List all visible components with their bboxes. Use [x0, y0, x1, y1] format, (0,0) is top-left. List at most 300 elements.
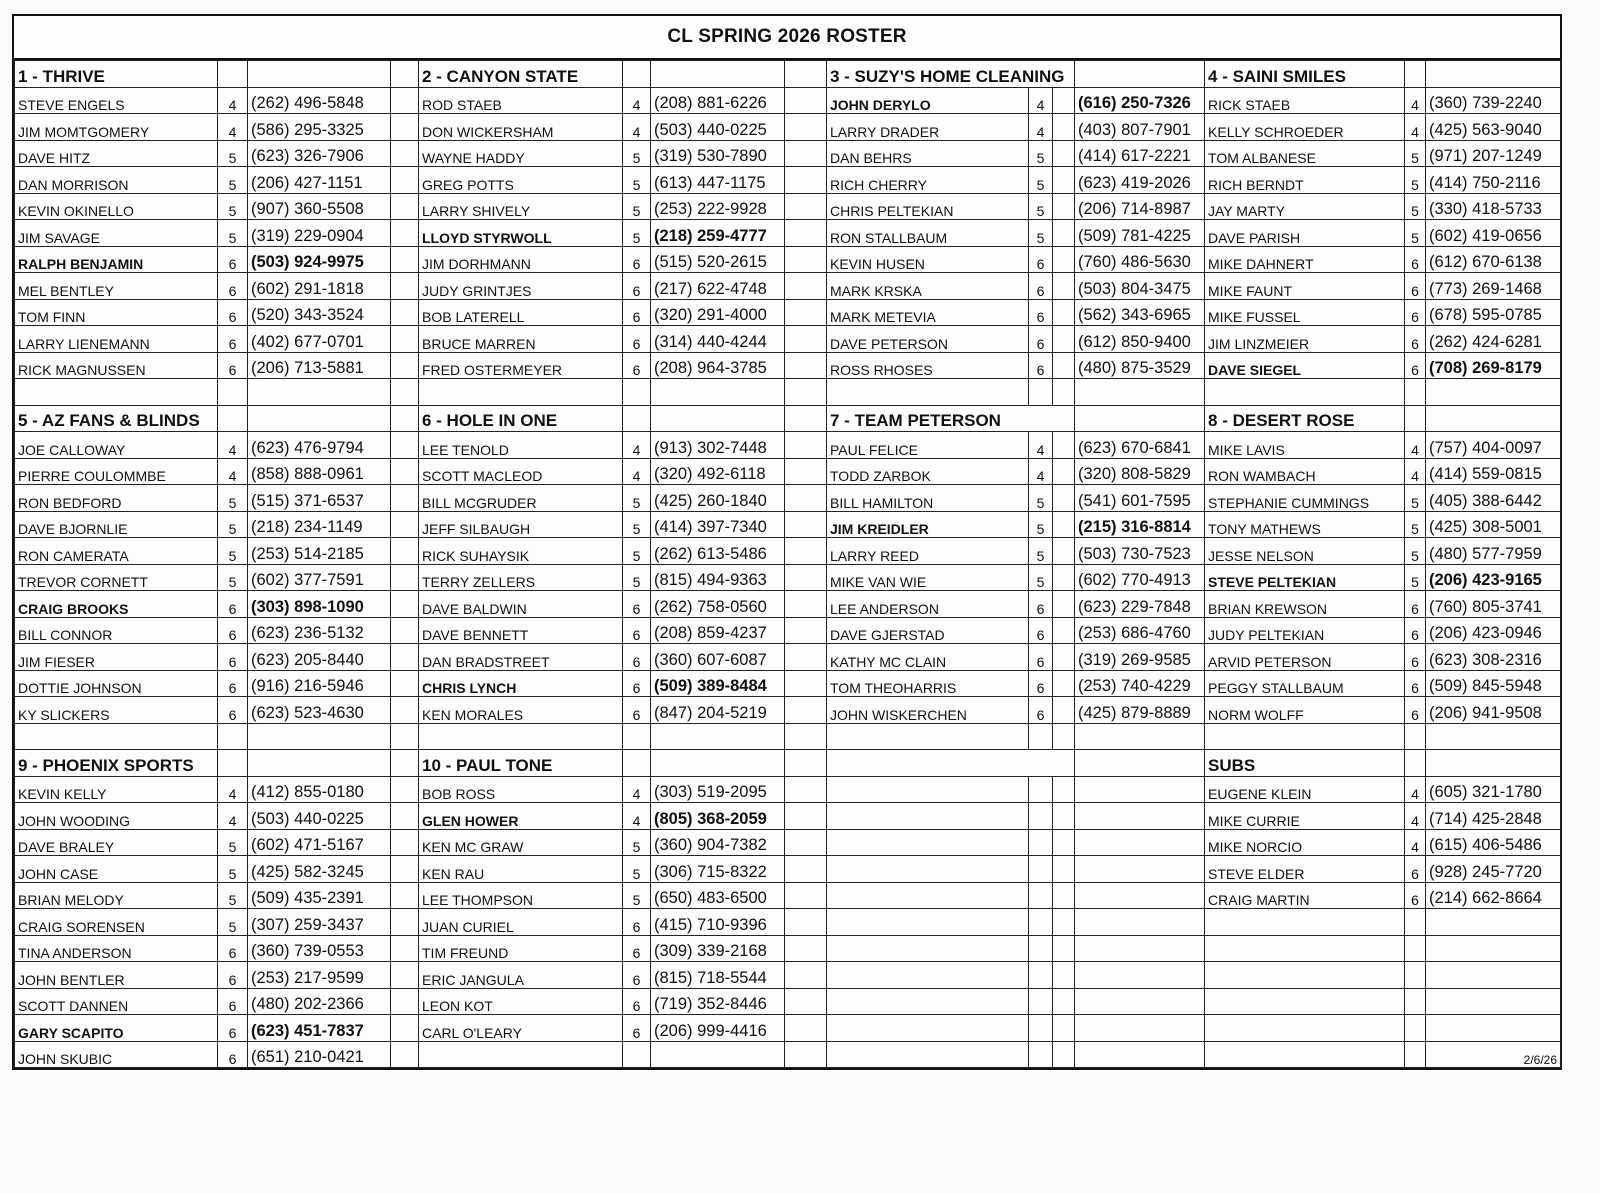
player-name: DAVE SIEGEL	[1205, 352, 1405, 379]
player-name: JOHN WOODING	[15, 803, 218, 830]
spacer-cell	[391, 193, 419, 220]
player-phone: (623) 236-5132	[248, 617, 391, 644]
player-row	[15, 87, 1561, 114]
player-name: KEVIN OKINELLO	[15, 193, 218, 220]
spacer-cell	[785, 87, 827, 114]
player-rank	[1029, 909, 1053, 936]
player-rank: 4	[1405, 803, 1426, 830]
player-name: DAVE BALDWIN	[419, 591, 623, 618]
spacer-cell	[785, 352, 827, 379]
player-name: WAYNE HADDY	[419, 140, 623, 167]
player-phone: (605) 321-1780	[1426, 776, 1561, 803]
player-name: STEVE PELTEKIAN	[1205, 564, 1405, 591]
spacer-cell	[785, 564, 827, 591]
blank-cell	[1075, 750, 1205, 777]
player-name: JOHN SKUBIC	[15, 1041, 218, 1068]
team-name	[827, 750, 1075, 777]
player-rank: 4	[218, 776, 248, 803]
blank-cell	[1053, 458, 1075, 485]
player-name: MARK METEVIA	[827, 299, 1029, 326]
spacer-cell	[785, 591, 827, 618]
blank-cell	[827, 379, 1029, 406]
player-phone: (480) 875-3529	[1075, 352, 1205, 379]
player-rank: 5	[623, 485, 651, 512]
blank-cell	[1053, 432, 1075, 459]
blank-cell	[623, 723, 651, 750]
blank-cell	[1053, 988, 1075, 1015]
player-name: TONY MATHEWS	[1205, 511, 1405, 538]
player-rank: 4	[1405, 432, 1426, 459]
spacer-cell	[391, 1041, 419, 1068]
player-phone: (262) 613-5486	[651, 538, 785, 565]
player-rank: 4	[623, 803, 651, 830]
blank-cell	[1405, 405, 1426, 432]
spacer-cell	[785, 114, 827, 141]
player-name: LARRY LIENEMANN	[15, 326, 218, 353]
player-rank: 6	[623, 1015, 651, 1042]
spacer-cell	[391, 776, 419, 803]
spacer-cell	[391, 750, 419, 777]
player-phone: (678) 595-0785	[1426, 299, 1561, 326]
player-rank: 4	[623, 458, 651, 485]
player-rank: 4	[623, 87, 651, 114]
player-name: JEFF SILBAUGH	[419, 511, 623, 538]
player-name: CRAIG BROOKS	[15, 591, 218, 618]
player-rank	[1405, 935, 1426, 962]
player-rank	[1029, 882, 1053, 909]
player-rank: 5	[1405, 485, 1426, 512]
player-name: RON WAMBACH	[1205, 458, 1405, 485]
spacer-cell	[391, 829, 419, 856]
player-rank: 5	[218, 538, 248, 565]
player-row	[15, 193, 1561, 220]
blank-cell	[15, 723, 218, 750]
spacer-cell	[785, 167, 827, 194]
player-rank: 5	[1029, 140, 1053, 167]
player-name: RICH BERNDT	[1205, 167, 1405, 194]
spacer-cell	[391, 617, 419, 644]
player-rank: 4	[623, 776, 651, 803]
blank-cell	[1053, 776, 1075, 803]
player-phone: (602) 377-7591	[248, 564, 391, 591]
player-row	[15, 299, 1561, 326]
player-phone: (206) 714-8987	[1075, 193, 1205, 220]
player-name: PIERRE COULOMMBE	[15, 458, 218, 485]
player-phone: (320) 492-6118	[651, 458, 785, 485]
player-row	[15, 697, 1561, 724]
blank-cell	[623, 750, 651, 777]
player-rank: 6	[1405, 352, 1426, 379]
blank-cell	[248, 405, 391, 432]
player-phone: (503) 730-7523	[1075, 538, 1205, 565]
blank-cell	[1053, 564, 1075, 591]
player-rank: 5	[1029, 511, 1053, 538]
player-name: ARVID PETERSON	[1205, 644, 1405, 671]
player-phone: (623) 229-7848	[1075, 591, 1205, 618]
player-rank: 6	[623, 352, 651, 379]
team-name: 8 - DESERT ROSE	[1205, 405, 1405, 432]
blank-cell	[391, 723, 419, 750]
player-phone: (708) 269-8179	[1426, 352, 1561, 379]
blank-cell	[1426, 379, 1561, 406]
spacer-cell	[785, 856, 827, 883]
player-row	[15, 538, 1561, 565]
blank-cell	[218, 723, 248, 750]
player-rank: 5	[623, 140, 651, 167]
player-name: RICK MAGNUSSEN	[15, 352, 218, 379]
blank-cell	[1053, 644, 1075, 671]
player-phone: (586) 295-3325	[248, 114, 391, 141]
player-row	[15, 273, 1561, 300]
blank-cell	[1053, 299, 1075, 326]
player-rank: 4	[1405, 776, 1426, 803]
player-rank: 5	[623, 538, 651, 565]
player-name: MIKE FAUNT	[1205, 273, 1405, 300]
player-phone: (412) 855-0180	[248, 776, 391, 803]
player-phone	[1075, 988, 1205, 1015]
player-name: PEGGY STALLBAUM	[1205, 670, 1405, 697]
player-rank: 6	[218, 935, 248, 962]
player-phone: (623) 451-7837	[248, 1015, 391, 1042]
separator-row	[15, 723, 1561, 750]
player-rank: 5	[218, 511, 248, 538]
player-phone	[1075, 935, 1205, 962]
roster-table	[14, 60, 1561, 1068]
player-rank: 5	[1029, 564, 1053, 591]
player-name: EUGENE KLEIN	[1205, 776, 1405, 803]
blank-cell	[651, 723, 785, 750]
player-row	[15, 829, 1561, 856]
player-row	[15, 432, 1561, 459]
player-name: BILL MCGRUDER	[419, 485, 623, 512]
team-name: 2 - CANYON STATE	[419, 61, 623, 88]
player-phone: (208) 964-3785	[651, 352, 785, 379]
player-phone: (913) 302-7448	[651, 432, 785, 459]
blank-cell	[1405, 723, 1426, 750]
player-name: FRED OSTERMEYER	[419, 352, 623, 379]
player-phone: (515) 371-6537	[248, 485, 391, 512]
player-phone: (971) 207-1249	[1426, 140, 1561, 167]
team-name: 7 - TEAM PETERSON	[827, 405, 1075, 432]
blank-cell	[623, 405, 651, 432]
player-name: JUAN CURIEL	[419, 909, 623, 936]
player-name: TODD ZARBOK	[827, 458, 1029, 485]
team-name: 10 - PAUL TONE	[419, 750, 623, 777]
blank-cell	[1426, 723, 1561, 750]
blank-cell	[1426, 750, 1561, 777]
player-name	[827, 1015, 1029, 1042]
player-name: DAN BRADSTREET	[419, 644, 623, 671]
player-rank: 4	[218, 432, 248, 459]
player-row	[15, 140, 1561, 167]
team-name: 3 - SUZY'S HOME CLEANING	[827, 61, 1075, 88]
player-name: MIKE FUSSEL	[1205, 299, 1405, 326]
blank-cell	[1405, 379, 1426, 406]
separator-row	[15, 379, 1561, 406]
player-phone: (650) 483-6500	[651, 882, 785, 909]
player-rank: 5	[623, 220, 651, 247]
player-name: LLOYD STYRWOLL	[419, 220, 623, 247]
team-header-row	[15, 61, 1561, 88]
player-row	[15, 326, 1561, 353]
spacer-cell	[785, 1015, 827, 1042]
player-phone: (253) 740-4229	[1075, 670, 1205, 697]
player-rank: 5	[623, 167, 651, 194]
player-rank: 6	[1029, 273, 1053, 300]
player-phone: (602) 419-0656	[1426, 220, 1561, 247]
blank-cell	[1053, 352, 1075, 379]
player-name: MIKE NORCIO	[1205, 829, 1405, 856]
player-rank	[1405, 1041, 1426, 1068]
blank-cell	[785, 723, 827, 750]
player-rank: 6	[623, 935, 651, 962]
player-name: TREVOR CORNETT	[15, 564, 218, 591]
player-rank: 6	[1405, 326, 1426, 353]
player-phone: (415) 710-9396	[651, 909, 785, 936]
player-rank: 6	[623, 326, 651, 353]
player-name: KEN MORALES	[419, 697, 623, 724]
player-name	[1205, 909, 1405, 936]
spacer-cell	[391, 326, 419, 353]
team-name: 9 - PHOENIX SPORTS	[15, 750, 218, 777]
player-name	[827, 882, 1029, 909]
blank-cell	[1053, 167, 1075, 194]
player-rank: 4	[1029, 114, 1053, 141]
player-name: BILL CONNOR	[15, 617, 218, 644]
player-phone: (425) 879-8889	[1075, 697, 1205, 724]
player-phone: (602) 770-4913	[1075, 564, 1205, 591]
spacer-cell	[391, 220, 419, 247]
player-rank: 6	[1405, 617, 1426, 644]
player-phone	[1426, 988, 1561, 1015]
player-phone: (425) 260-1840	[651, 485, 785, 512]
player-rank: 5	[623, 829, 651, 856]
player-rank: 5	[1029, 193, 1053, 220]
player-rank: 5	[1029, 167, 1053, 194]
blank-cell	[1053, 1041, 1075, 1068]
player-rank: 5	[1405, 193, 1426, 220]
blank-cell	[1053, 1015, 1075, 1042]
blank-cell	[1029, 379, 1053, 406]
player-name: LARRY DRADER	[827, 114, 1029, 141]
team-name: SUBS	[1205, 750, 1405, 777]
blank-cell	[1053, 538, 1075, 565]
player-phone: (612) 850-9400	[1075, 326, 1205, 353]
spacer-cell	[391, 114, 419, 141]
player-name	[419, 1041, 623, 1068]
player-row	[15, 1015, 1561, 1042]
player-phone	[651, 1041, 785, 1068]
player-phone: (319) 530-7890	[651, 140, 785, 167]
player-phone: (815) 494-9363	[651, 564, 785, 591]
player-phone: (414) 397-7340	[651, 511, 785, 538]
player-phone: (360) 607-6087	[651, 644, 785, 671]
player-phone: (320) 808-5829	[1075, 458, 1205, 485]
player-name	[827, 1041, 1029, 1068]
blank-cell	[1053, 273, 1075, 300]
player-phone: (208) 859-4237	[651, 617, 785, 644]
player-rank: 4	[623, 432, 651, 459]
player-name: CARL O'LEARY	[419, 1015, 623, 1042]
player-phone: (206) 999-4416	[651, 1015, 785, 1042]
player-phone	[1075, 829, 1205, 856]
player-name: SCOTT DANNEN	[15, 988, 218, 1015]
player-rank: 6	[623, 909, 651, 936]
player-name: RON CAMERATA	[15, 538, 218, 565]
player-name: STEVE ELDER	[1205, 856, 1405, 883]
spacer-cell	[785, 485, 827, 512]
spacer-cell	[785, 432, 827, 459]
spacer-cell	[391, 538, 419, 565]
spacer-cell	[391, 511, 419, 538]
player-phone: (402) 677-0701	[248, 326, 391, 353]
player-rank: 6	[623, 962, 651, 989]
player-phone: (503) 440-0225	[248, 803, 391, 830]
blank-cell	[1405, 61, 1426, 88]
player-phone: (719) 352-8446	[651, 988, 785, 1015]
player-name	[1205, 988, 1405, 1015]
player-rank: 5	[218, 882, 248, 909]
player-rank	[1405, 962, 1426, 989]
player-rank	[1029, 856, 1053, 883]
player-name: MIKE DAHNERT	[1205, 246, 1405, 273]
player-phone: (217) 622-4748	[651, 273, 785, 300]
blank-cell	[1053, 935, 1075, 962]
player-name: JIM FIESER	[15, 644, 218, 671]
player-name: CHRIS PELTEKIAN	[827, 193, 1029, 220]
player-phone: (414) 617-2221	[1075, 140, 1205, 167]
player-rank: 5	[1029, 485, 1053, 512]
player-name: RICK SUHAYSIK	[419, 538, 623, 565]
player-rank: 6	[218, 697, 248, 724]
player-phone: (218) 234-1149	[248, 511, 391, 538]
player-rank: 4	[1405, 458, 1426, 485]
player-rank: 6	[1029, 644, 1053, 671]
player-rank: 5	[218, 564, 248, 591]
player-rank: 5	[623, 856, 651, 883]
player-name: BILL HAMILTON	[827, 485, 1029, 512]
player-phone: (214) 662-8664	[1426, 882, 1561, 909]
blank-cell	[218, 61, 248, 88]
player-phone: (541) 601-7595	[1075, 485, 1205, 512]
player-phone: (623) 419-2026	[1075, 167, 1205, 194]
player-name: BRIAN MELODY	[15, 882, 218, 909]
player-phone: (509) 845-5948	[1426, 670, 1561, 697]
spacer-cell	[391, 352, 419, 379]
player-row	[15, 988, 1561, 1015]
player-row	[15, 856, 1561, 883]
player-row	[15, 114, 1561, 141]
spacer-cell	[785, 140, 827, 167]
player-name: CRAIG MARTIN	[1205, 882, 1405, 909]
spacer-cell	[785, 962, 827, 989]
player-phone: (612) 670-6138	[1426, 246, 1561, 273]
player-name: JOHN DERYLO	[827, 87, 1029, 114]
player-rank: 4	[218, 87, 248, 114]
player-phone: (360) 739-2240	[1426, 87, 1561, 114]
player-phone: (509) 781-4225	[1075, 220, 1205, 247]
blank-cell	[1053, 617, 1075, 644]
player-name	[1205, 962, 1405, 989]
spacer-cell	[391, 432, 419, 459]
player-phone: (206) 713-5881	[248, 352, 391, 379]
player-row	[15, 670, 1561, 697]
spacer-cell	[785, 61, 827, 88]
team-name: 6 - HOLE IN ONE	[419, 405, 623, 432]
player-name: JESSE NELSON	[1205, 538, 1405, 565]
player-phone: (623) 308-2316	[1426, 644, 1561, 671]
player-name: JIM LINZMEIER	[1205, 326, 1405, 353]
player-rank: 6	[1029, 591, 1053, 618]
player-name: NORM WOLFF	[1205, 697, 1405, 724]
player-phone: (206) 423-0946	[1426, 617, 1561, 644]
player-name: KEVIN KELLY	[15, 776, 218, 803]
player-rank	[1405, 988, 1426, 1015]
player-rank: 6	[1405, 273, 1426, 300]
blank-cell	[1053, 326, 1075, 353]
player-phone: (330) 418-5733	[1426, 193, 1561, 220]
spacer-cell	[785, 246, 827, 273]
blank-cell	[248, 61, 391, 88]
player-row	[15, 935, 1561, 962]
player-phone: (206) 427-1151	[248, 167, 391, 194]
player-name: MIKE LAVIS	[1205, 432, 1405, 459]
blank-cell	[1205, 379, 1405, 406]
player-rank: 6	[623, 273, 651, 300]
player-rank: 6	[623, 697, 651, 724]
player-name	[827, 935, 1029, 962]
team-header-row	[15, 405, 1561, 432]
player-name: JIM SAVAGE	[15, 220, 218, 247]
player-phone: (425) 582-3245	[248, 856, 391, 883]
player-rank: 6	[218, 273, 248, 300]
player-phone: (253) 217-9599	[248, 962, 391, 989]
spacer-cell	[785, 193, 827, 220]
player-row	[15, 617, 1561, 644]
blank-cell	[1053, 909, 1075, 936]
player-rank: 5	[623, 511, 651, 538]
spacer-cell	[391, 458, 419, 485]
player-rank: 6	[1405, 299, 1426, 326]
player-phone: (815) 718-5544	[651, 962, 785, 989]
player-rank: 6	[1029, 326, 1053, 353]
team-name: 1 - THRIVE	[15, 61, 218, 88]
player-rank: 4	[1029, 432, 1053, 459]
player-rank	[1029, 803, 1053, 830]
player-name: DAN MORRISON	[15, 167, 218, 194]
player-rank: 6	[218, 988, 248, 1015]
player-phone: (314) 440-4244	[651, 326, 785, 353]
blank-cell	[1053, 856, 1075, 883]
spacer-cell	[391, 405, 419, 432]
player-name: GREG POTTS	[419, 167, 623, 194]
player-rank: 6	[218, 644, 248, 671]
player-phone: (562) 343-6965	[1075, 299, 1205, 326]
player-phone	[1075, 856, 1205, 883]
spacer-cell	[391, 856, 419, 883]
blank-cell	[651, 61, 785, 88]
player-rank: 5	[1405, 538, 1426, 565]
player-name: DAVE GJERSTAD	[827, 617, 1029, 644]
player-phone: (613) 447-1175	[651, 167, 785, 194]
player-name: DOTTIE JOHNSON	[15, 670, 218, 697]
player-phone: (206) 941-9508	[1426, 697, 1561, 724]
player-name: BRIAN KREWSON	[1205, 591, 1405, 618]
player-phone: (215) 316-8814	[1075, 511, 1205, 538]
player-phone: (262) 758-0560	[651, 591, 785, 618]
player-rank: 4	[218, 114, 248, 141]
spacer-cell	[391, 61, 419, 88]
